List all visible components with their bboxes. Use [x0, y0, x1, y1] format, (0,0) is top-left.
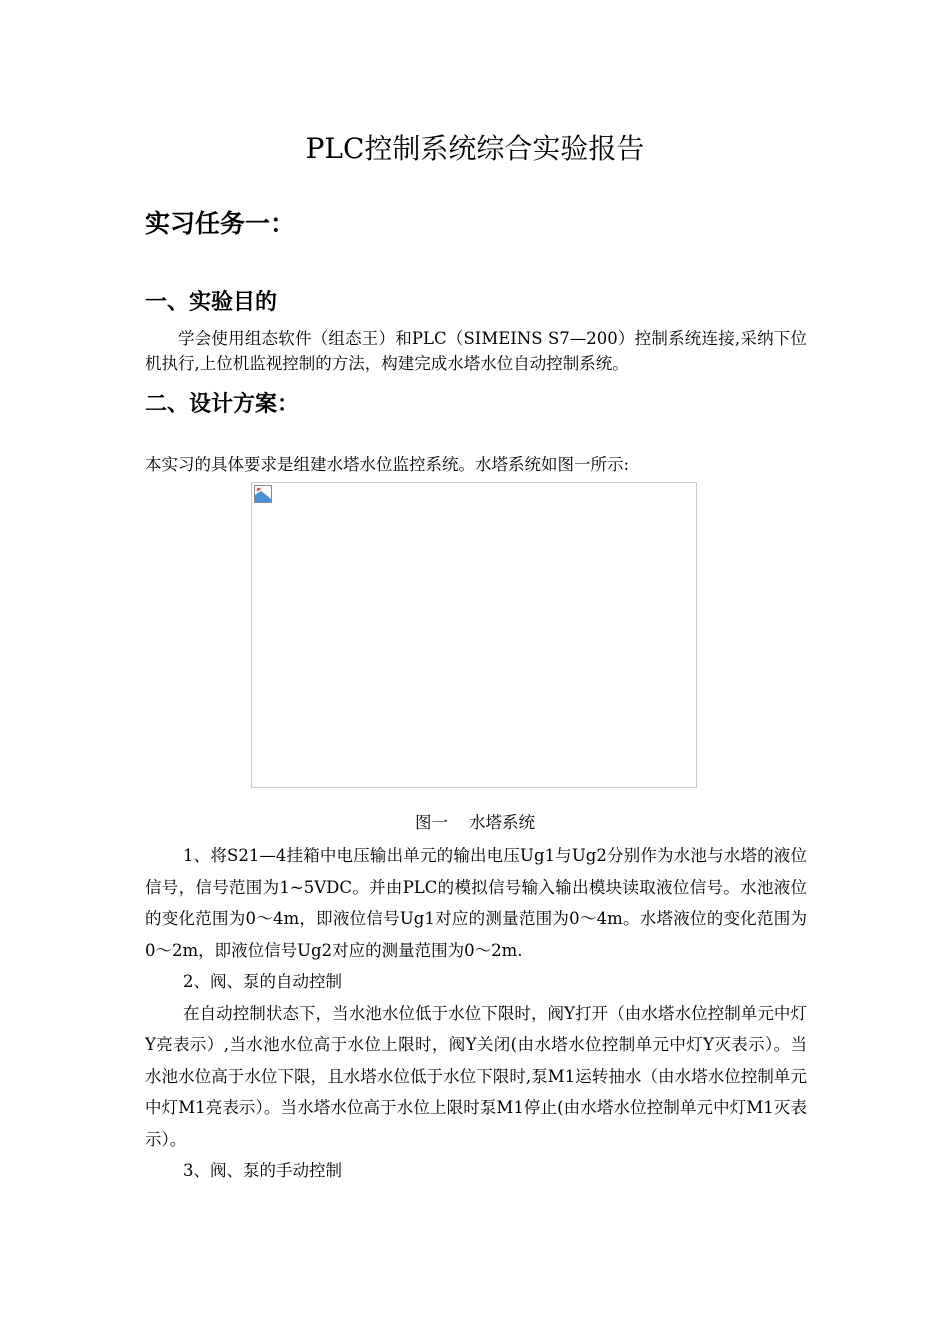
- item2-paragraph: 在自动控制状态下，当水池水位低于水位下限时，阀Y打开（由水塔水位控制单元中灯Y亮表示）,当水池水位高于水位上限时，阀Y关闭(由水塔水位控制单元中灯Y灭表示）。当水池水位高于水位下限，且水塔水位低于水位下限时,泵M1运转抽水（由水塔水位控制单元中灯M1亮表示）。当水塔水位高于水位上限时泵M1停止(由水塔水位控制单元中灯M1灭表示）。: [145, 1003, 807, 1149]
- item3-heading: 3、阀、泵的手动控制: [183, 1161, 342, 1180]
- item2-heading: 2、阀、泵的自动控制: [183, 972, 342, 991]
- section1-paragraph: 学会使用组态软件（组态王）和PLC（SIMEINS S7—200）控制系统连接,采纳下位机执行,上位机监视控制的方法，构建完成水塔水位自动控制系统。: [145, 329, 807, 373]
- section2-heading: 二、设计方案：: [145, 392, 300, 417]
- item1-paragraph: 1、将S21—4挂箱中电压输出单元的输出电压Ug1与Ug2分别作为水池与水塔的液位信号，信号范围为1~5VDC。并由PLC的模拟信号输入输出模块读取液位信号。水池液位的变化范围为0～4m，即液位信号Ug1对应的测量范围为0～4m。水塔液位的变化范围为0～2m，即液位信号Ug2对应的测量范围为0～2m.: [145, 846, 807, 960]
- figure-placeholder: [251, 482, 697, 788]
- section1-heading: 一、实验目的: [145, 290, 278, 315]
- design-body: [145, 840, 807, 1187]
- broken-image-icon: [254, 485, 272, 503]
- section2-intro: 本实习的具体要求是组建水塔水位监控系统。水塔系统如图一所示:: [145, 455, 630, 474]
- task-heading: 实习任务一：: [145, 209, 296, 238]
- figure-caption: 图一 水塔系统: [415, 813, 535, 832]
- document-title: PLC控制系统综合实验报告: [305, 132, 645, 165]
